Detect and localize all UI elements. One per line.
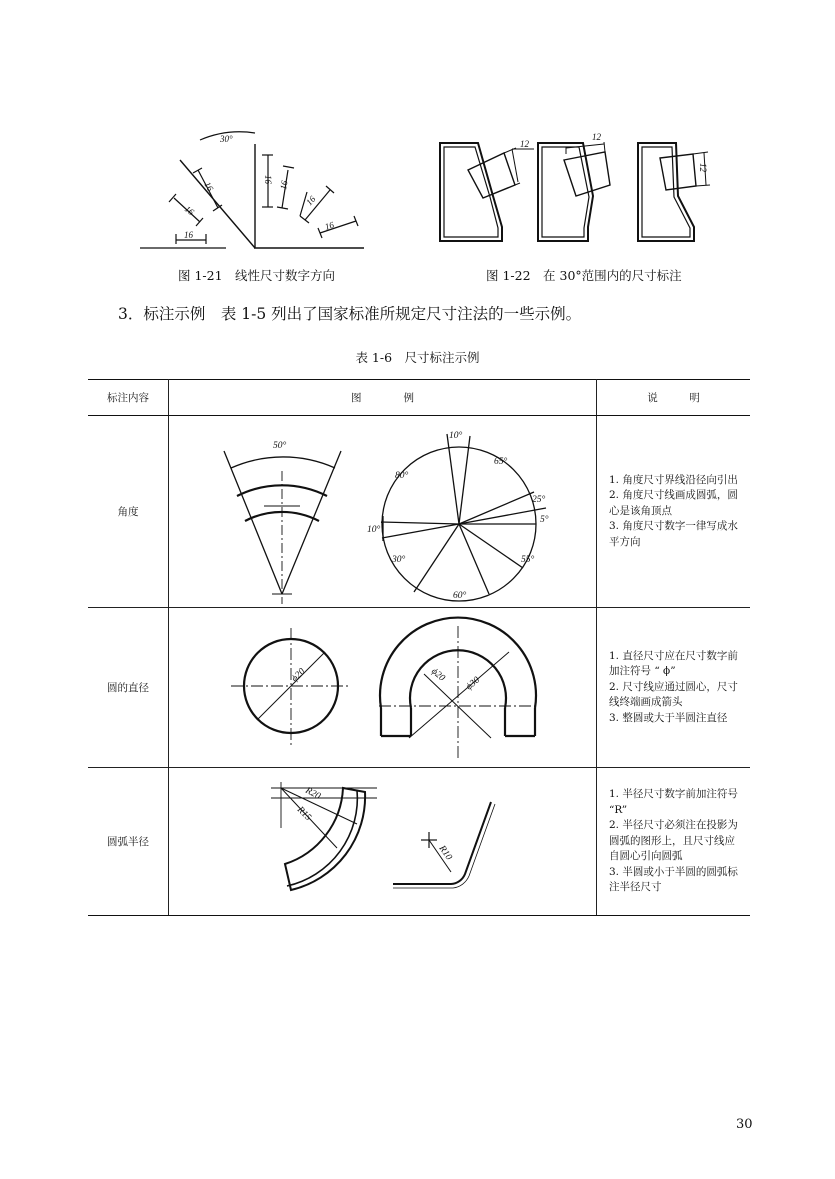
page-number: 30: [736, 1117, 753, 1132]
fig22-dim-label: 12: [592, 132, 601, 142]
dimension-table: [88, 379, 750, 916]
angle-label-50: 50°: [273, 441, 287, 451]
angle-figure: [169, 416, 596, 608]
row-figure: [169, 416, 597, 608]
angle-label-5: 5°: [540, 515, 549, 525]
radius-label-r10: R10: [436, 843, 454, 863]
fig21-dim-label: 16: [182, 203, 197, 218]
radius-figure: [169, 768, 596, 916]
figure-1-21-caption: 图 1-21 线性尺寸数字方向: [178, 268, 336, 283]
fig21-dim-label: 16: [202, 180, 216, 193]
header-desc: 说 明: [597, 380, 751, 416]
note-line: 2. 半径尺寸必须注在投影为圆弧的图形上，且尺寸线应自圆心引向圆弧: [609, 819, 738, 863]
radius-label-r20: R20: [303, 785, 322, 802]
table-row: [88, 768, 750, 916]
row-notes: [597, 608, 751, 768]
angle-label-30: 30°: [392, 555, 406, 565]
figure-1-22: [438, 130, 718, 250]
fig21-dim-label: 16: [304, 193, 318, 208]
intro-paragraph: 3．标注示例 表 1-5 列出了国家标准所规定尺寸注法的一些示例。: [118, 305, 582, 323]
header-figure: 图 例: [169, 380, 597, 416]
radius-label-r15: R15: [294, 805, 313, 823]
note-line: 3. 角度尺寸数字一律写成水平方向: [609, 520, 738, 548]
angle-label-55: 55°: [521, 555, 535, 565]
fig21-angle-label: 30°: [220, 134, 233, 144]
angle-label-10-top: 10°: [449, 431, 463, 441]
row-figure: [169, 608, 597, 768]
note-line: 2. 角度尺寸线画成圆弧，圆心是该角顶点: [609, 489, 738, 517]
note-line: 2. 尺寸线应通过圆心，尺寸线终端画成箭头: [609, 680, 738, 709]
angle-label-80: 80°: [395, 471, 409, 481]
diameter-label-phi30: ϕ30: [464, 675, 482, 693]
note-line: 3. 半圆或小于半圆的圆弧标注半径尺寸: [609, 865, 738, 894]
figure-1-21: [140, 130, 370, 260]
table-header-row: [88, 380, 750, 416]
row-figure: [169, 768, 597, 916]
row-notes: [597, 768, 751, 916]
fig22-dim-label: 12: [698, 163, 708, 172]
diameter-label-phi20-a: ϕ20: [290, 666, 308, 685]
table-row: [88, 416, 750, 608]
angle-label-65: 65°: [494, 457, 508, 467]
fig21-dim-label: 16: [263, 175, 273, 184]
row-name: 角度: [88, 416, 169, 608]
fig21-dim-label: 16: [323, 219, 336, 232]
angle-label-25: 25°: [532, 495, 546, 505]
diameter-figure: [169, 608, 596, 768]
note-line: 1. 角度尺寸界线沿径向引出: [609, 473, 738, 486]
fig21-dim-label: 16: [184, 230, 193, 240]
row-name: 圆的直径: [88, 608, 169, 768]
note-line: 3. 整圆或大于半圆注直径: [609, 711, 728, 724]
angle-label-60: 60°: [453, 591, 467, 601]
figure-1-22-caption: 图 1-22 在 30°范围内的尺寸标注: [486, 268, 682, 283]
row-notes: [597, 416, 751, 608]
table-title: 表 1-6 尺寸标注示例: [355, 350, 480, 365]
row-name: 圆弧半径: [88, 768, 169, 916]
note-line: 1. 直径尺寸应在尺寸数字前加注符号 “ ϕ”: [609, 649, 738, 678]
table-row: [88, 608, 750, 768]
fig21-dim-label: 16: [278, 179, 290, 191]
header-content: 标注内容: [88, 380, 169, 416]
note-line: 1. 半径尺寸数字前加注符号 “R”: [609, 788, 738, 816]
angle-label-10-left: 10°: [367, 525, 381, 535]
fig22-dim-label: 12: [520, 139, 529, 149]
diameter-label-phi20-b: ϕ20: [429, 666, 447, 684]
